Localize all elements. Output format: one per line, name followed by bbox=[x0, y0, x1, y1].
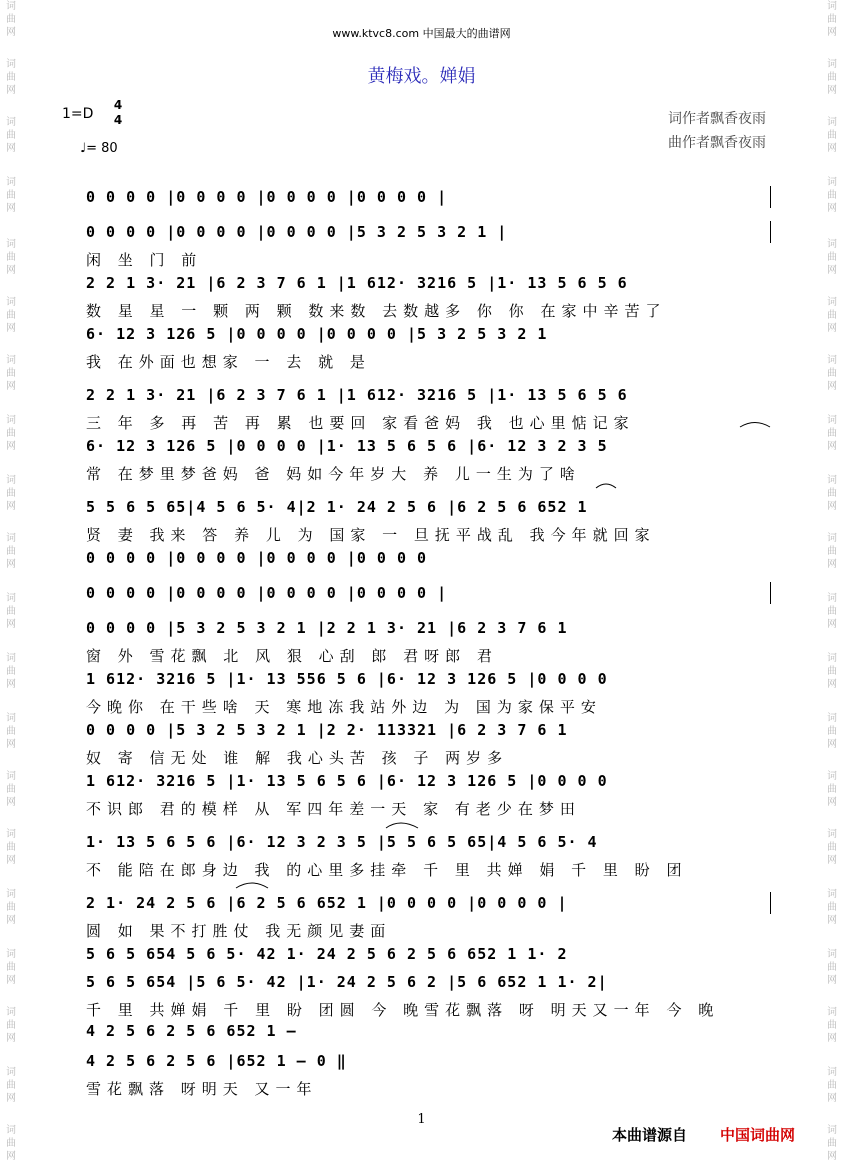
lyric-line-13: 不识郎 君的模样 从 军四年差一天 家 有老少在梦田 bbox=[86, 800, 581, 818]
watermark-text: 词 曲 网 bbox=[6, 355, 16, 392]
watermark-text: 词 曲 网 bbox=[827, 653, 837, 690]
watermark-text: 词 曲 网 bbox=[827, 355, 837, 392]
watermark-text: 词 曲 网 bbox=[6, 59, 16, 96]
time-signature-bottom: 4 bbox=[113, 113, 123, 127]
source-label: 本曲谱源自 bbox=[612, 1126, 688, 1144]
right-barline bbox=[770, 221, 771, 243]
notation-line-12: 0 0 0 0 |5 3 2 5 3 2 1 |2 2· 113321 |6 2 3 7 6 1 bbox=[86, 721, 568, 739]
composer-credit: 曲作者飘香夜雨 bbox=[668, 135, 766, 151]
lyric-line-6: 常 在梦里梦爸妈 爸 妈如今年岁大 养 儿一生为了啥 bbox=[86, 465, 581, 483]
watermark-text: 词 曲 网 bbox=[827, 829, 837, 866]
watermark-text: 词 曲 网 bbox=[6, 177, 16, 214]
watermark-text: 词 曲 网 bbox=[827, 239, 837, 276]
notation-line-2: 0 0 0 0 |0 0 0 0 |0 0 0 0 |5 3 2 5 3 2 1 | bbox=[86, 223, 508, 241]
watermark-text: 词 曲 网 bbox=[6, 949, 16, 986]
watermark-text: 词 曲 网 bbox=[827, 415, 837, 452]
key-signature: 1=D bbox=[62, 106, 94, 122]
watermark-text: 词 曲 网 bbox=[6, 415, 16, 452]
lyric-line-7: 贤 妻 我来 答 养 儿 为 国家 一 旦抚平战乱 我今年就回家 bbox=[86, 526, 656, 544]
lyric-line-17: 千 里 共婵娟 千 里 盼 团圆 今 晚雪花飘落 呀 明天又一年 今 晚 bbox=[86, 1001, 720, 1019]
notation-line-3: 2 2 1 3· 21 |6 2 3 7 6 1 |1 612· 3216 5 |1· 13 5 6 5 6 bbox=[86, 274, 628, 292]
watermark-text: 词 曲 网 bbox=[6, 1125, 16, 1162]
notation-line-7: 5 5 6 5 65|4 5 6 5· 4|2 1· 24 2 5 6 |6 2 5 6 652 1 bbox=[86, 498, 588, 516]
lyric-line-19: 雪花飘落 呀明天 又一年 bbox=[86, 1080, 318, 1098]
notation-line-14: 1· 13 5 6 5 6 |6· 12 3 2 3 5 |5 5 6 5 65|4 5 6 5· 4 bbox=[86, 833, 598, 851]
lyric-line-5: 三 年 多 再 苦 再 累 也要回 家看爸妈 我 也心里惦记家 bbox=[86, 414, 635, 432]
watermark-text: 词 曲 网 bbox=[6, 1, 16, 38]
notation-line-4: 6· 12 3 126 5 |0 0 0 0 |0 0 0 0 |5 3 2 5 3 2 1 bbox=[86, 325, 548, 343]
notation-line-19: 4 2 5 6 2 5 6 |652 1 – 0 ‖ bbox=[86, 1052, 347, 1070]
watermark-text: 词 曲 网 bbox=[827, 1007, 837, 1044]
lyric-line-11: 今晚你 在干些啥 天 寒地冻我站外边 为 国为家保平安 bbox=[86, 698, 602, 716]
watermark-text: 词 曲 网 bbox=[6, 297, 16, 334]
site-header: www.ktvc8.com 中国最大的曲谱网 bbox=[332, 27, 511, 40]
slur-mark bbox=[596, 484, 616, 488]
slur-mark bbox=[740, 423, 770, 428]
slur-mark bbox=[386, 823, 418, 828]
lyric-line-14: 不 能陪在郎身边 我 的心里多挂牵 千 里 共婵 娟 千 里 盼 团 bbox=[86, 861, 688, 879]
watermark-text: 词 曲 网 bbox=[827, 117, 837, 154]
right-barline bbox=[770, 582, 771, 604]
notation-line-15: 2 1· 24 2 5 6 |6 2 5 6 652 1 |0 0 0 0 |0 0 0 0 | bbox=[86, 894, 568, 912]
watermark-text: 词 曲 网 bbox=[6, 475, 16, 512]
watermark-text: 词 曲 网 bbox=[827, 59, 837, 96]
watermark-text: 词 曲 网 bbox=[827, 713, 837, 750]
watermark-text: 词 曲 网 bbox=[827, 593, 837, 630]
watermark-text: 词 曲 网 bbox=[6, 533, 16, 570]
watermark-right bbox=[823, 0, 841, 1172]
notation-line-1: 0 0 0 0 |0 0 0 0 |0 0 0 0 |0 0 0 0 | bbox=[86, 188, 448, 206]
right-barline bbox=[770, 186, 771, 208]
notation-line-11: 1 612· 3216 5 |1· 13 556 5 6 |6· 12 3 126 5 |0 0 0 0 bbox=[86, 670, 608, 688]
watermark-text: 词 曲 网 bbox=[827, 889, 837, 926]
source-name: 中国词曲网 bbox=[720, 1126, 796, 1144]
watermark-text: 词 曲 网 bbox=[6, 1007, 16, 1044]
watermark-text: 词 曲 网 bbox=[6, 771, 16, 808]
lyric-line-2: 闲 坐 门 前 bbox=[86, 251, 203, 269]
right-barline bbox=[770, 892, 771, 914]
notation-line-10: 0 0 0 0 |5 3 2 5 3 2 1 |2 2 1 3· 21 |6 2 3 7 6 1 bbox=[86, 619, 568, 637]
lyric-line-15: 圆 如 果不打胜仗 我无颜见妻面 bbox=[86, 922, 392, 940]
watermark-text: 词 曲 网 bbox=[827, 1067, 837, 1104]
watermark-text: 词 曲 网 bbox=[6, 713, 16, 750]
watermark-text: 词 曲 网 bbox=[6, 593, 16, 630]
watermark-text: 词 曲 网 bbox=[827, 533, 837, 570]
notation-line-6: 6· 12 3 126 5 |0 0 0 0 |1· 13 5 6 5 6 |6· 12 3 2 3 5 bbox=[86, 437, 608, 455]
song-title: 黄梅戏。婵娟 bbox=[367, 66, 476, 87]
watermark-text: 词 曲 网 bbox=[827, 949, 837, 986]
notation-line-8: 0 0 0 0 |0 0 0 0 |0 0 0 0 |0 0 0 0 bbox=[86, 549, 428, 567]
tempo-marking: ♩= 80 bbox=[80, 141, 118, 156]
watermark-text: 词 曲 网 bbox=[827, 297, 837, 334]
watermark-text: 词 曲 网 bbox=[827, 475, 837, 512]
page-number: 1 bbox=[417, 1112, 426, 1127]
watermark-text: 词 曲 网 bbox=[6, 653, 16, 690]
watermark-text: 词 曲 网 bbox=[6, 889, 16, 926]
watermark-text: 词 曲 网 bbox=[6, 1067, 16, 1104]
watermark-text: 词 曲 网 bbox=[6, 239, 16, 276]
watermark-text: 词 曲 网 bbox=[827, 177, 837, 214]
notation-line-18: 4 2 5 6 2 5 6 652 1 – bbox=[86, 1022, 297, 1040]
watermark-text: 词 曲 网 bbox=[827, 1125, 837, 1162]
notation-line-9: 0 0 0 0 |0 0 0 0 |0 0 0 0 |0 0 0 0 | bbox=[86, 584, 448, 602]
lyricist-credit: 词作者飘香夜雨 bbox=[668, 111, 766, 127]
lyric-line-3: 数 星 星 一 颗 两 颗 数来数 去数越多 你 你 在家中辛苦了 bbox=[86, 302, 667, 320]
watermark-text: 词 曲 网 bbox=[827, 771, 837, 808]
notation-line-13: 1 612· 3216 5 |1· 13 5 6 5 6 |6· 12 3 126 5 |0 0 0 0 bbox=[86, 772, 608, 790]
watermark-left bbox=[2, 0, 20, 1172]
notation-line-17: 5 6 5 654 |5 6 5· 42 |1· 24 2 5 6 2 |5 6 652 1 1· 2| bbox=[86, 973, 608, 991]
notation-line-16: 5 6 5 654 5 6 5· 42 1· 24 2 5 6 2 5 6 652 1 1· 2 bbox=[86, 945, 568, 963]
time-signature-top: 4 bbox=[113, 98, 123, 112]
notation-line-5: 2 2 1 3· 21 |6 2 3 7 6 1 |1 612· 3216 5 |1· 13 5 6 5 6 bbox=[86, 386, 628, 404]
lyric-line-4: 我 在外面也想家 一 去 就 是 bbox=[86, 353, 371, 371]
watermark-text: 词 曲 网 bbox=[827, 1, 837, 38]
slur-mark bbox=[236, 883, 268, 888]
watermark-text: 词 曲 网 bbox=[6, 829, 16, 866]
lyric-line-12: 奴 寄 信无处 谁 解 我心头苦 孩 子 两岁多 bbox=[86, 749, 509, 767]
lyric-line-10: 窗 外 雪花飘 北 风 狠 心刮 郎 君呀郎 君 bbox=[86, 647, 498, 665]
watermark-text: 词 曲 网 bbox=[6, 117, 16, 154]
